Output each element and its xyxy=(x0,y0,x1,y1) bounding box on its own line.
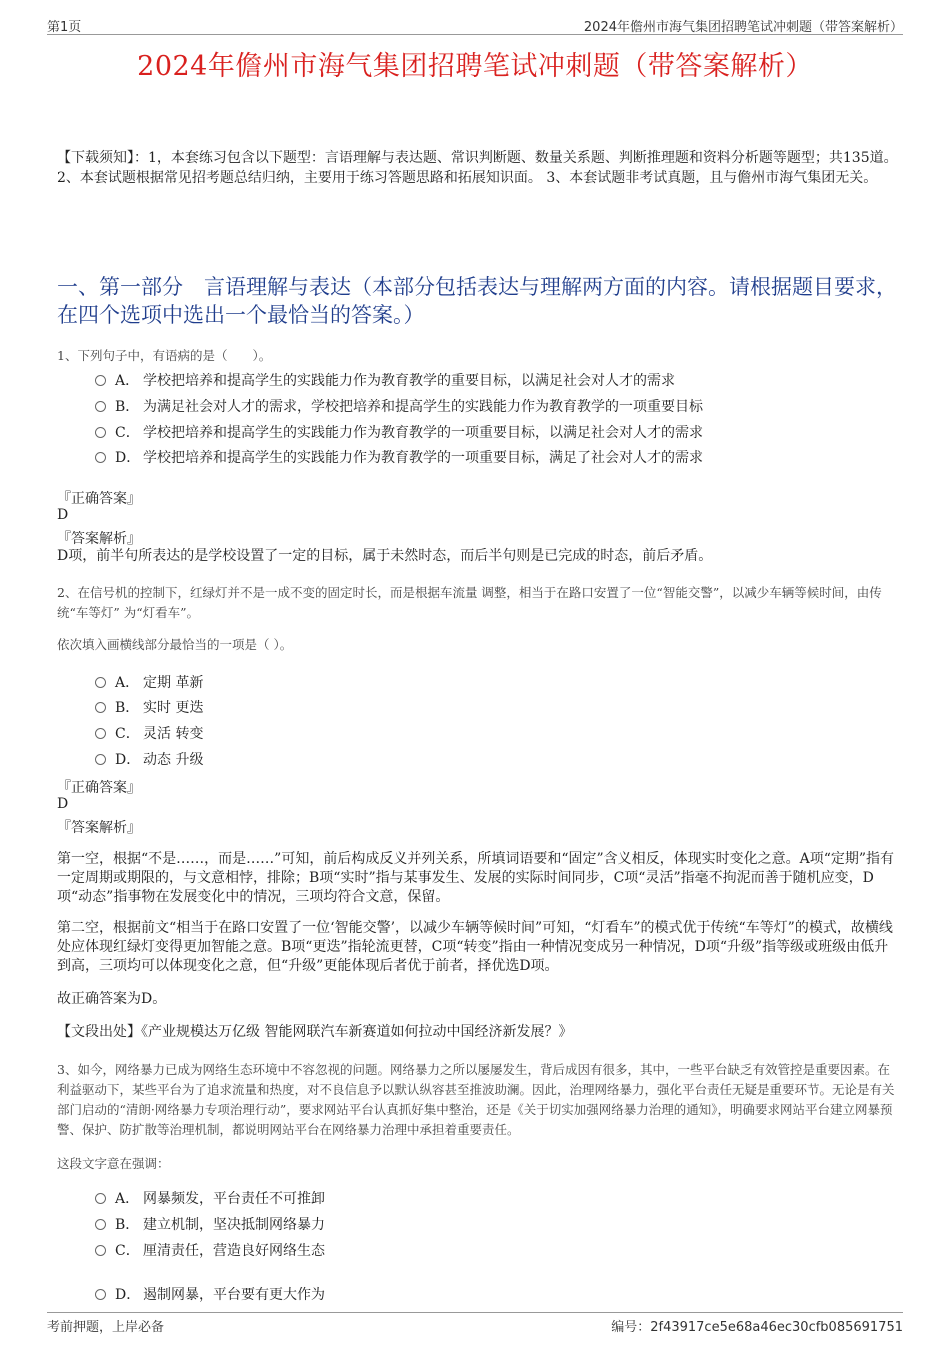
page-number: 第1页 xyxy=(47,20,82,35)
q2-conclusion: 故正确答案为D。 xyxy=(57,991,167,1007)
radio-icon[interactable] xyxy=(95,1193,106,1204)
radio-icon[interactable] xyxy=(95,702,106,713)
analysis-label: 『答案解析』 xyxy=(57,531,141,547)
header-doc-title: 2024年儋州市海气集团招聘笔试冲刺题（带答案解析） xyxy=(583,20,903,35)
page-header xyxy=(47,14,903,35)
q1-option-a[interactable]: A． 学校把培养和提高学生的实践能力作为教育教学的重要目标，以满足社会对人才的需求 xyxy=(95,370,675,390)
q1-option-d[interactable]: D． 学校把培养和提高学生的实践能力作为教育教学的一项重要目标，满足了社会对人才的需求 xyxy=(95,447,703,467)
question-1-text: 1、下列句子中，有语病的是（ ）。 xyxy=(57,348,272,363)
question-2-text: 2、在信号机的控制下，红绿灯并不是一成不变的固定时长，而是根据车流量 调整，相当于在路口安置了一位“智能交警”，以减少车辆等候时间，由传统“车等灯” 为“灯看车”。 xyxy=(57,585,882,620)
page-title: 2024年儋州市海气集团招聘笔试冲刺题（带答案解析） xyxy=(137,51,813,82)
download-notice: 【下载须知】：1，本套练习包含以下题型：言语理解与表达题、常识判断题、数量关系题、判断推理题和资料分析题等题型；共135道。 2、本套试题根据常见招考题总结归纳，主要用于练习答题思路和拓展知识面。 3、本套试题非考试真题，且与儋州市海气集团无关。 xyxy=(57,150,898,186)
q3-option-c[interactable]: C． 厘清责任，营造良好网络生态 xyxy=(95,1240,325,1260)
radio-icon[interactable] xyxy=(95,677,106,688)
radio-icon[interactable] xyxy=(95,452,106,463)
correct-answer-label: 『正确答案』 xyxy=(57,780,141,796)
radio-icon[interactable] xyxy=(95,401,106,412)
question-2-prompt: 依次填入画横线部分最恰当的一项是（ ）。 xyxy=(57,637,293,652)
q3-option-b[interactable]: B． 建立机制，坚决抵制网络暴力 xyxy=(95,1214,325,1234)
q1-answer: D xyxy=(57,507,69,523)
q2-option-c[interactable]: C． 灵活 转变 xyxy=(95,723,203,743)
radio-icon[interactable] xyxy=(95,728,106,739)
footer-slogan: 考前押题，上岸必备 xyxy=(47,1320,165,1335)
radio-icon[interactable] xyxy=(95,427,106,438)
radio-icon[interactable] xyxy=(95,1219,106,1230)
radio-icon[interactable] xyxy=(95,1245,106,1256)
q2-option-a[interactable]: A． 定期 革新 xyxy=(95,672,203,692)
question-3-prompt: 这段文字意在强调： xyxy=(57,1156,170,1171)
q3-option-d[interactable]: D． 遏制网暴，平台要有更大作为 xyxy=(95,1284,325,1304)
q2-answer: D xyxy=(57,796,69,812)
analysis-label: 『答案解析』 xyxy=(57,820,141,836)
radio-icon[interactable] xyxy=(95,754,106,765)
q1-option-b[interactable]: B． 为满足社会对人才的需求，学校把培养和提高学生的实践能力作为教育教学的一项重要目标 xyxy=(95,396,703,416)
q2-analysis-2: 第二空，根据前文“相当于在路口安置了一位‘智能交警’，以减少车辆等候时间”可知，“灯看车”的模式优于传统“车等灯”的模式，故横线处应体现红绿灯变得更加智能之意。B项“更迭”指轮流更替，C项“转变”指由一种情况变成另一种情况，D项“升级”指等级或班级由低升到高，三项均可以体现变化之意，但“升级”更能体现后者优于前者，择优选D项。 xyxy=(57,920,893,974)
q2-option-d[interactable]: D． 动态 升级 xyxy=(95,749,203,769)
q1-analysis: D项，前半句所表达的是学校设置了一定的目标，属于未然时态，而后半句则是已完成的时态，前后矛盾。 xyxy=(57,548,713,564)
radio-icon[interactable] xyxy=(95,1289,106,1300)
section-heading: 一、第一部分 言语理解与表达（本部分包括表达与理解两方面的内容。请根据题目要求，在四个选项中选出一个最恰当的答案。） xyxy=(57,275,897,327)
q1-option-c[interactable]: C． 学校把培养和提高学生的实践能力作为教育教学的一项重要目标，以满足社会对人才的需求 xyxy=(95,422,703,442)
q3-option-a[interactable]: A． 网暴频发，平台责任不可推卸 xyxy=(95,1188,325,1208)
q2-source: 【文段出处】《产业规模达万亿级 智能网联汽车新赛道如何拉动中国经济新发展？》 xyxy=(57,1024,573,1040)
footer-serial: 编号：2f43917ce5e68a46ec30cfb085691751 xyxy=(611,1320,903,1335)
page-footer xyxy=(47,1312,903,1335)
correct-answer-label: 『正确答案』 xyxy=(57,491,141,507)
q2-option-b[interactable]: B． 实时 更迭 xyxy=(95,697,203,717)
question-3-text: 3、如今，网络暴力已成为网络生态环境中不容忽视的问题。网络暴力之所以屡屡发生，背后成因有很多，其中，一些平台缺乏有效管控是重要因素。在利益驱动下，某些平台为了追求流量和热度，对不良信息予以默认纵容甚至推波助澜。因此，治理网络暴力，强化平台责任无疑是重要环节。无论是有关部门启动的“清朗·网络暴力专项治理行动”，要求网站平台认真抓好集中整治，还是《关于切实加强网络暴力治理的通知》，明确要求网站平台建立网暴预警、保护、防扩散等治理机制，都说明网站平台在网络暴力治理中承担着重要责任。 xyxy=(57,1062,895,1137)
radio-icon[interactable] xyxy=(95,375,106,386)
q2-analysis-1: 第一空，根据“不是……，而是……”可知，前后构成反义并列关系，所填词语要和“固定”含义相反，体现实时变化之意。A项“定期”指有一定周期或期限的，与文意相悖，排除；B项“实时”指与某事发生、发展的实际时间同步，C项“灵活”指毫不拘泥而善于随机应变，D项“动态”指事物在发展变化中的情况，三项均符合文意，保留。 xyxy=(57,851,895,905)
